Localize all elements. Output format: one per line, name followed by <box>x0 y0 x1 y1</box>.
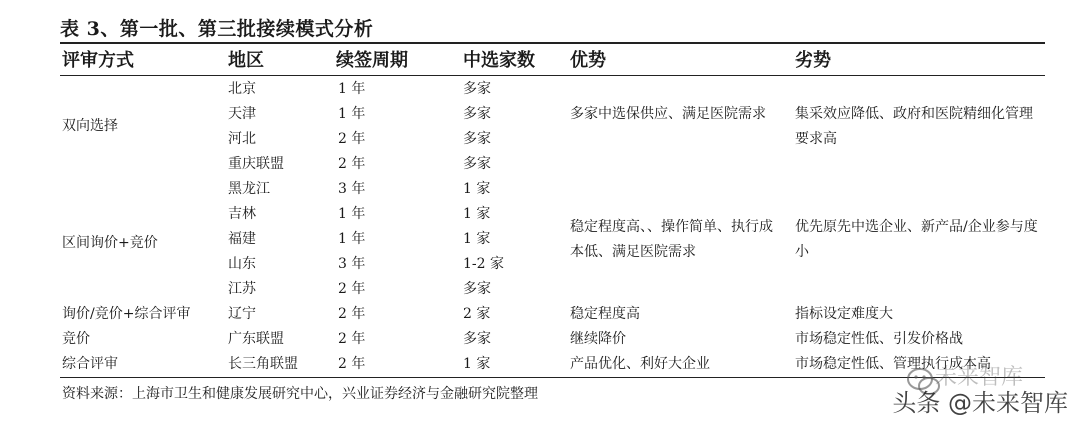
count-cell: 1-2 家 <box>463 256 504 272</box>
cycle-cell: 2 年 <box>338 306 366 322</box>
region-cell: 黑龙江 <box>228 181 270 197</box>
count-cell: 2 家 <box>463 306 491 322</box>
bottom-rule <box>60 377 1045 378</box>
region-cell: 北京 <box>228 81 256 97</box>
watermark-faint-text: 未来智库 <box>935 365 1024 390</box>
advantage-cell: 继续降价 <box>570 331 626 347</box>
advantage-cell: 多家中选保供应、满足医院需求 <box>570 106 766 122</box>
advantage-cell: 稳定程度高 <box>570 306 640 322</box>
count-cell: 多家 <box>463 131 491 147</box>
method-cell: 竞价 <box>62 331 90 347</box>
count-cell: 1 家 <box>463 206 491 222</box>
region-cell: 吉林 <box>228 206 256 222</box>
advantage-cell: 产品优化、利好大企业 <box>570 356 710 372</box>
count-cell: 多家 <box>463 281 491 297</box>
cycle-cell: 3 年 <box>338 256 366 272</box>
disadvantage-cell: 优先原先中选企业、新产品/企业参与度小 <box>795 219 1038 260</box>
header-cycle: 续签周期 <box>336 50 408 71</box>
top-rule <box>60 42 1045 44</box>
region-cell: 广东联盟 <box>228 331 284 347</box>
watermark-text: 头条 @未来智库 <box>892 389 1068 417</box>
count-cell: 1 家 <box>463 231 491 247</box>
method-cell: 区间询价+竞价 <box>62 235 158 251</box>
region-cell: 河北 <box>228 131 256 147</box>
cycle-cell: 2 年 <box>338 281 366 297</box>
header-region: 地区 <box>228 50 264 71</box>
header-advantage: 优势 <box>570 50 606 71</box>
cycle-cell: 1 年 <box>338 231 366 247</box>
count-cell: 1 家 <box>463 181 491 197</box>
cycle-cell: 2 年 <box>338 131 366 147</box>
region-cell: 辽宁 <box>228 306 256 322</box>
count-cell: 1 家 <box>463 356 491 372</box>
header-count: 中选家数 <box>463 50 535 71</box>
disadvantage-cell: 指标设定难度大 <box>795 306 893 322</box>
count-cell: 多家 <box>463 331 491 347</box>
source-note: 资料来源：上海市卫生和健康发展研究中心，兴业证券经济与金融研究院整理 <box>62 386 538 402</box>
disadvantage-cell: 集采效应降低、政府和医院精细化管理要求高 <box>795 106 1033 147</box>
region-cell: 天津 <box>228 106 256 122</box>
method-cell: 双向选择 <box>62 118 118 134</box>
table-title: 表 3、第一批、第三批接续模式分析 <box>60 18 374 40</box>
cycle-cell: 2 年 <box>338 356 366 372</box>
cycle-cell: 3 年 <box>338 181 366 197</box>
disadvantage-cell: 市场稳定性低、引发价格战 <box>795 331 963 347</box>
method-cell: 询价/竞价+综合评审 <box>62 306 191 322</box>
cycle-cell: 1 年 <box>338 81 366 97</box>
region-cell: 山东 <box>228 256 256 272</box>
advantage-cell: 稳定程度高、、操作简单、执行成本低、满足医院需求 <box>570 219 773 260</box>
cycle-cell: 2 年 <box>338 331 366 347</box>
region-cell: 江苏 <box>228 281 256 297</box>
header-disadvantage: 劣势 <box>795 50 831 71</box>
count-cell: 多家 <box>463 81 491 97</box>
region-cell: 福建 <box>228 231 256 247</box>
header-rule <box>60 75 1045 76</box>
cycle-cell: 1 年 <box>338 206 366 222</box>
header-method: 评审方式 <box>62 50 134 71</box>
method-cell: 综合评审 <box>62 356 118 372</box>
count-cell: 多家 <box>463 156 491 172</box>
region-cell: 长三角联盟 <box>228 356 298 372</box>
cycle-cell: 2 年 <box>338 156 366 172</box>
count-cell: 多家 <box>463 106 491 122</box>
cycle-cell: 1 年 <box>338 106 366 122</box>
region-cell: 重庆联盟 <box>228 156 284 172</box>
disadvantage-cell: 市场稳定性低、管理执行成本高 <box>795 356 991 372</box>
